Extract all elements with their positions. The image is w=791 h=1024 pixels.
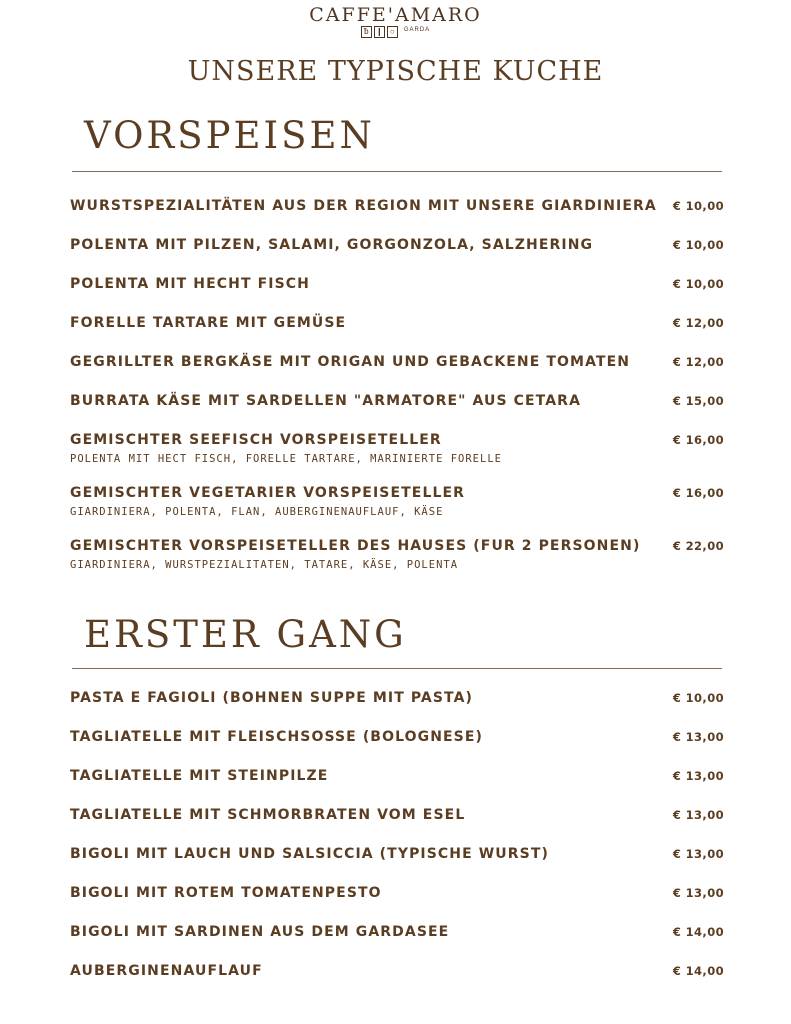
menu-item-price: € 10,00: [672, 691, 724, 705]
menu-item: [70, 846, 724, 862]
menu-item-price: € 13,00: [672, 730, 724, 744]
plate-icon: ○: [387, 26, 398, 38]
menu-item-name: BIGOLI MIT ROTEM TOMATENPESTO: [70, 885, 382, 901]
menu-item-price: € 22,00: [672, 539, 724, 553]
menu-item-name: GEGRILLTER BERGKÄSE MIT ORIGAN UND GEBACKENE TOMATEN: [70, 354, 631, 370]
menu-item-price: € 13,00: [672, 808, 724, 822]
menu-item: [70, 538, 724, 571]
menu-item: [70, 237, 724, 253]
menu-item-name: BURRATA KÄSE MIT SARDELLEN "ARMATORE" AUS CETARA: [70, 393, 581, 409]
menu-item: [70, 315, 724, 331]
menu-item-price: € 12,00: [672, 355, 724, 369]
bottle-icon: ❙: [374, 26, 385, 38]
wine-glass-icon: ᵬ: [361, 26, 372, 38]
menu-item-price: € 13,00: [672, 847, 724, 861]
menu-item-name: WURSTSPEZIALITÄTEN AUS DER REGION MIT UNSERE GIARDINIERA: [70, 198, 657, 214]
menu-item: [70, 963, 724, 979]
menu-item-name: GEMISCHTER VEGETARIER VORSPEISETELLER: [70, 485, 466, 501]
menu-item-price: € 12,00: [672, 316, 724, 330]
menu-item-name: GEMISCHTER SEEFISCH VORSPEISETELLER: [70, 432, 442, 448]
menu-item-name: BIGOLI MIT SARDINEN AUS DEM GARDASEE: [70, 924, 450, 940]
menu-item-description: GIARDINIERA, POLENTA, FLAN, AUBERGINENAUFLAUF, KÄSE: [70, 506, 444, 518]
menu-item: [70, 485, 724, 518]
logo-icons: [361, 26, 398, 38]
menu-item-name: BIGOLI MIT LAUCH UND SALSICCIA (TYPISCHE WURST): [70, 846, 549, 862]
menu-item-name: GEMISCHTER VORSPEISETELLER DES HAUSES (FUR 2 PERSONEN): [70, 538, 641, 554]
menu-item-name: TAGLIATELLE MIT SCHMORBRATEN VOM ESEL: [70, 807, 466, 823]
logo-name: CAFFE'AMARO: [309, 4, 482, 26]
page-heading: UNSERE TYPISCHE KUCHE: [187, 56, 604, 87]
menu-item-price: € 16,00: [672, 433, 724, 447]
menu-item: [70, 690, 724, 706]
section-title-erster-gang: ERSTER GANG: [84, 613, 407, 656]
menu-item-name: POLENTA MIT HECHT FISCH: [70, 276, 310, 292]
menu-item-name: AUBERGINENAUFLAUF: [70, 963, 263, 979]
menu-item: [70, 885, 724, 901]
menu-item: [70, 924, 724, 940]
menu-item-price: € 10,00: [672, 238, 724, 252]
menu-item-name: POLENTA MIT PILZEN, SALAMI, GORGONZOLA, SALZHERING: [70, 237, 594, 253]
menu-item: [70, 354, 724, 370]
menu-item-price: € 14,00: [672, 964, 724, 978]
menu-item-description: POLENTA MIT HECT FISCH, FORELLE TARTARE, MARINIERTE FORELLE: [70, 453, 502, 465]
menu-item-name: FORELLE TARTARE MIT GEMÜSE: [70, 315, 347, 331]
menu-item-name: PASTA E FAGIOLI (BOHNEN SUPPE MIT PASTA): [70, 690, 474, 706]
menu-item: [70, 729, 724, 745]
menu-item: [70, 768, 724, 784]
menu-item: [70, 432, 724, 465]
section-divider: [72, 668, 722, 669]
menu-item-name: TAGLIATELLE MIT STEINPILZE: [70, 768, 329, 784]
menu-item-price: € 10,00: [672, 199, 724, 213]
section-title-vorspeisen: VORSPEISEN: [84, 114, 375, 157]
menu-item-description: GIARDINIERA, WURSTPEZIALITATEN, TATARE, KÄSE, POLENTA: [70, 559, 459, 571]
menu-item: [70, 393, 724, 409]
logo: [0, 4, 791, 38]
menu-item-price: € 13,00: [672, 769, 724, 783]
menu-item: [70, 198, 724, 214]
menu-item-price: € 10,00: [672, 277, 724, 291]
menu-item-price: € 14,00: [672, 925, 724, 939]
menu-item-name: TAGLIATELLE MIT FLEISCHSOSSE (BOLOGNESE): [70, 729, 484, 745]
logo-sub: GARDA: [403, 27, 431, 33]
section-divider: [72, 171, 722, 172]
menu-item: [70, 807, 724, 823]
menu-item: [70, 276, 724, 292]
menu-item-price: € 13,00: [672, 886, 724, 900]
menu-item-price: € 16,00: [672, 486, 724, 500]
menu-item-price: € 15,00: [672, 394, 724, 408]
